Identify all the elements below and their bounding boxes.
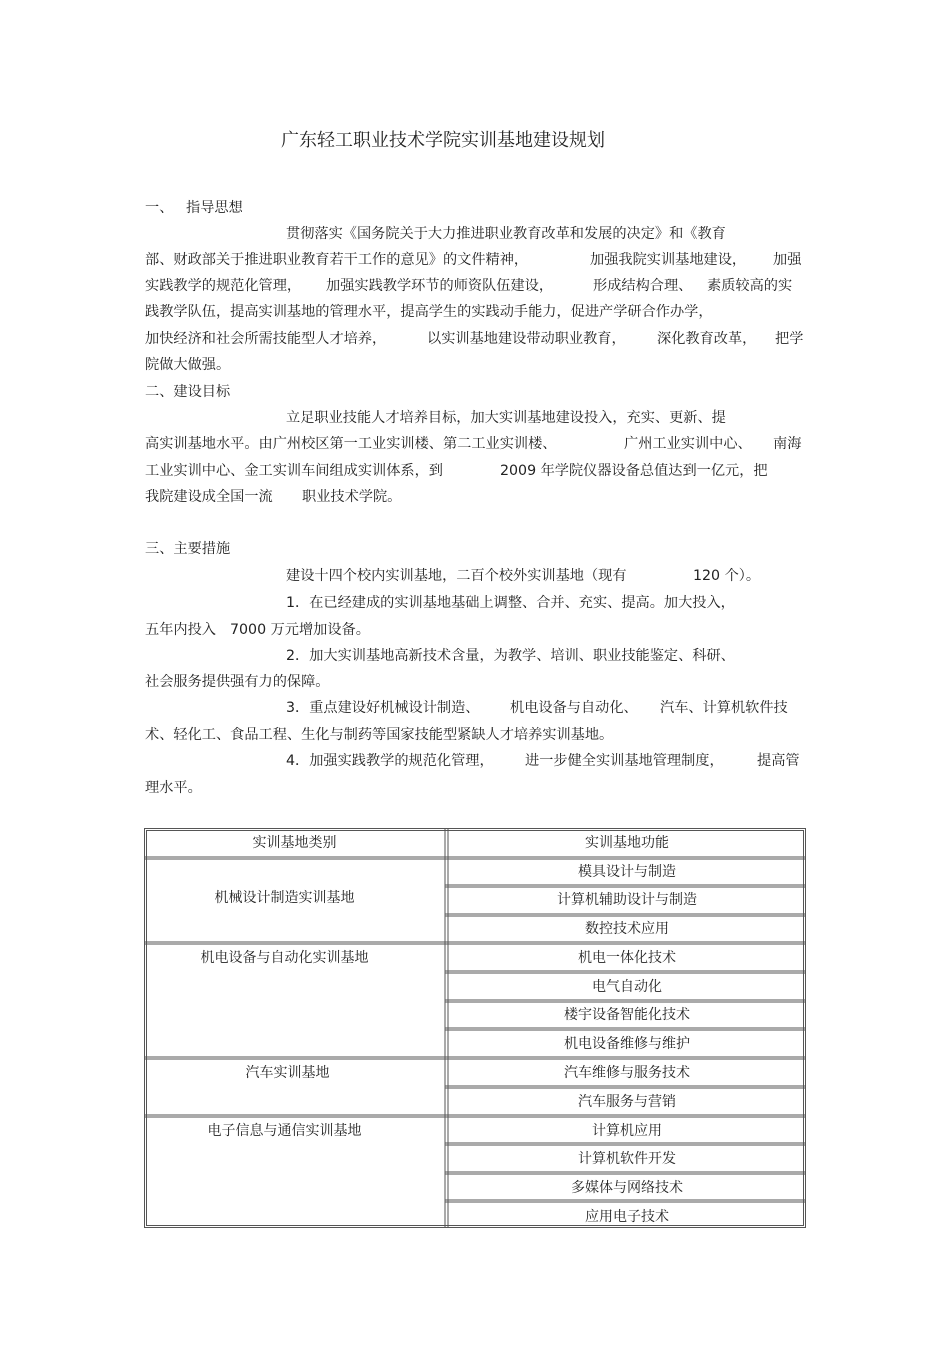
table-header-function: 实训基地功能 bbox=[585, 835, 669, 851]
paragraph-line: 广州工业实训中心、 bbox=[624, 436, 752, 452]
training-base-table bbox=[144, 828, 806, 1228]
table-function-cell: 多媒体与网络技术 bbox=[571, 1180, 683, 1196]
paragraph-line: 建设十四个校内实训基地，二百个校外实训基地（现有 bbox=[286, 568, 627, 584]
paragraph-line: 加快经济和社会所需技能型人才培养， bbox=[145, 331, 387, 347]
paragraph-line: 立足职业技能人才培养目标，加大实训基地建设投入，充实、更新、提 bbox=[286, 410, 726, 426]
paragraph-line: 2．加大实训基地高新技术含量，为教学、培训、职业技能鉴定、科研、 bbox=[286, 648, 735, 664]
table-function-cell: 计算机辅助设计与制造 bbox=[557, 892, 697, 908]
table-function-cell: 应用电子技术 bbox=[585, 1209, 669, 1225]
paragraph-line: 贯彻落实《国务院关于大力推进职业教育改革和发展的决定》和《教育 bbox=[286, 226, 726, 242]
paragraph-line: 部、财政部关于推进职业教育若干工作的意见》的文件精神， bbox=[145, 252, 529, 268]
paragraph-line: 3．重点建设好机械设计制造、 bbox=[286, 700, 480, 716]
paragraph-line: 院做大做强。 bbox=[145, 357, 231, 373]
table-grid bbox=[144, 828, 806, 1228]
table-category-cell: 电子信息与通信实训基地 bbox=[207, 1123, 362, 1139]
table-header-category: 实训基地类别 bbox=[252, 835, 337, 851]
table-function-cell: 汽车服务与营销 bbox=[578, 1094, 676, 1110]
paragraph-line: 社会服务提供强有力的保障。 bbox=[145, 674, 330, 690]
table-category-cell: 汽车实训基地 bbox=[245, 1065, 330, 1081]
paragraph-line: 职业技术学院。 bbox=[302, 489, 402, 505]
paragraph-line: 工业实训中心、金工实训车间组成实训体系，到 bbox=[145, 463, 443, 479]
paragraph-line: 加强我院实训基地建设， bbox=[590, 252, 747, 268]
paragraph-line: 践教学队伍，提高实训基地的管理水平，提高学生的实践动手能力，促进产学研合作办学， bbox=[145, 304, 713, 320]
paragraph-line: 7000 万元增加设备。 bbox=[230, 622, 370, 638]
table-function-cell: 计算机软件开发 bbox=[578, 1151, 676, 1167]
paragraph-line: 以实训基地建设带动职业教育， bbox=[427, 331, 626, 347]
section-3-heading: 三、主要措施 bbox=[145, 541, 231, 557]
paragraph-line: 120 个）。 bbox=[693, 568, 761, 584]
page-title: 广东轻工职业技术学院实训基地建设规划 bbox=[281, 130, 605, 151]
paragraph-line: 南海 bbox=[773, 436, 802, 452]
paragraph-line: 4．加强实践教学的规范化管理， bbox=[286, 753, 494, 769]
paragraph-line: 五年内投入 bbox=[145, 622, 216, 638]
paragraph-line: 术、轻化工、食品工程、生化与制药等国家技能型紧缺人才培养实训基地。 bbox=[145, 727, 614, 743]
table-function-cell: 机电一体化技术 bbox=[578, 950, 676, 966]
paragraph-line: 机电设备与自动化、 bbox=[510, 700, 638, 716]
paragraph-line: 素质较高的实 bbox=[707, 278, 793, 294]
table-function-cell: 模具设计与制造 bbox=[578, 864, 676, 880]
table-function-cell: 数控技术应用 bbox=[585, 921, 669, 937]
table-function-cell: 机电设备维修与维护 bbox=[564, 1036, 690, 1052]
table-function-cell: 计算机应用 bbox=[592, 1123, 662, 1139]
paragraph-line: 进一步健全实训基地管理制度， bbox=[525, 753, 724, 769]
paragraph-line: 加强 bbox=[773, 252, 802, 268]
paragraph-line: 形成结构合理、 bbox=[593, 278, 693, 294]
section-2-heading: 二、建设目标 bbox=[145, 384, 231, 400]
table-category-cell: 机电设备与自动化实训基地 bbox=[200, 950, 369, 966]
paragraph-line: 理水平。 bbox=[145, 780, 202, 796]
section-1-number: 一、 bbox=[145, 200, 174, 216]
table-function-cell: 电气自动化 bbox=[592, 979, 662, 995]
paragraph-line: 把学 bbox=[775, 331, 804, 347]
section-1-heading: 指导思想 bbox=[186, 200, 243, 216]
paragraph-line: 2009 年学院仪器设备总值达到一亿元，把 bbox=[500, 463, 768, 479]
paragraph-line: 深化教育改革， bbox=[657, 331, 757, 347]
paragraph-line: 汽车、计算机软件技 bbox=[660, 700, 788, 716]
paragraph-line: 提高管 bbox=[757, 753, 800, 769]
paragraph-line: 实践教学的规范化管理， bbox=[145, 278, 302, 294]
table-function-cell: 汽车维修与服务技术 bbox=[564, 1065, 690, 1081]
paragraph-line: 加强实践教学环节的师资队伍建设， bbox=[326, 278, 554, 294]
table-function-cell: 楼宇设备智能化技术 bbox=[564, 1007, 690, 1023]
paragraph-line: 我院建设成全国一流 bbox=[145, 489, 273, 505]
table-category-cell: 机械设计制造实训基地 bbox=[214, 890, 355, 906]
paragraph-line: 高实训基地水平。由广州校区第一工业实训楼、第二工业实训楼、 bbox=[145, 436, 557, 452]
paragraph-line: 1．在已经建成的实训基地基础上调整、合并、充实、提高。加大投入， bbox=[286, 595, 735, 611]
